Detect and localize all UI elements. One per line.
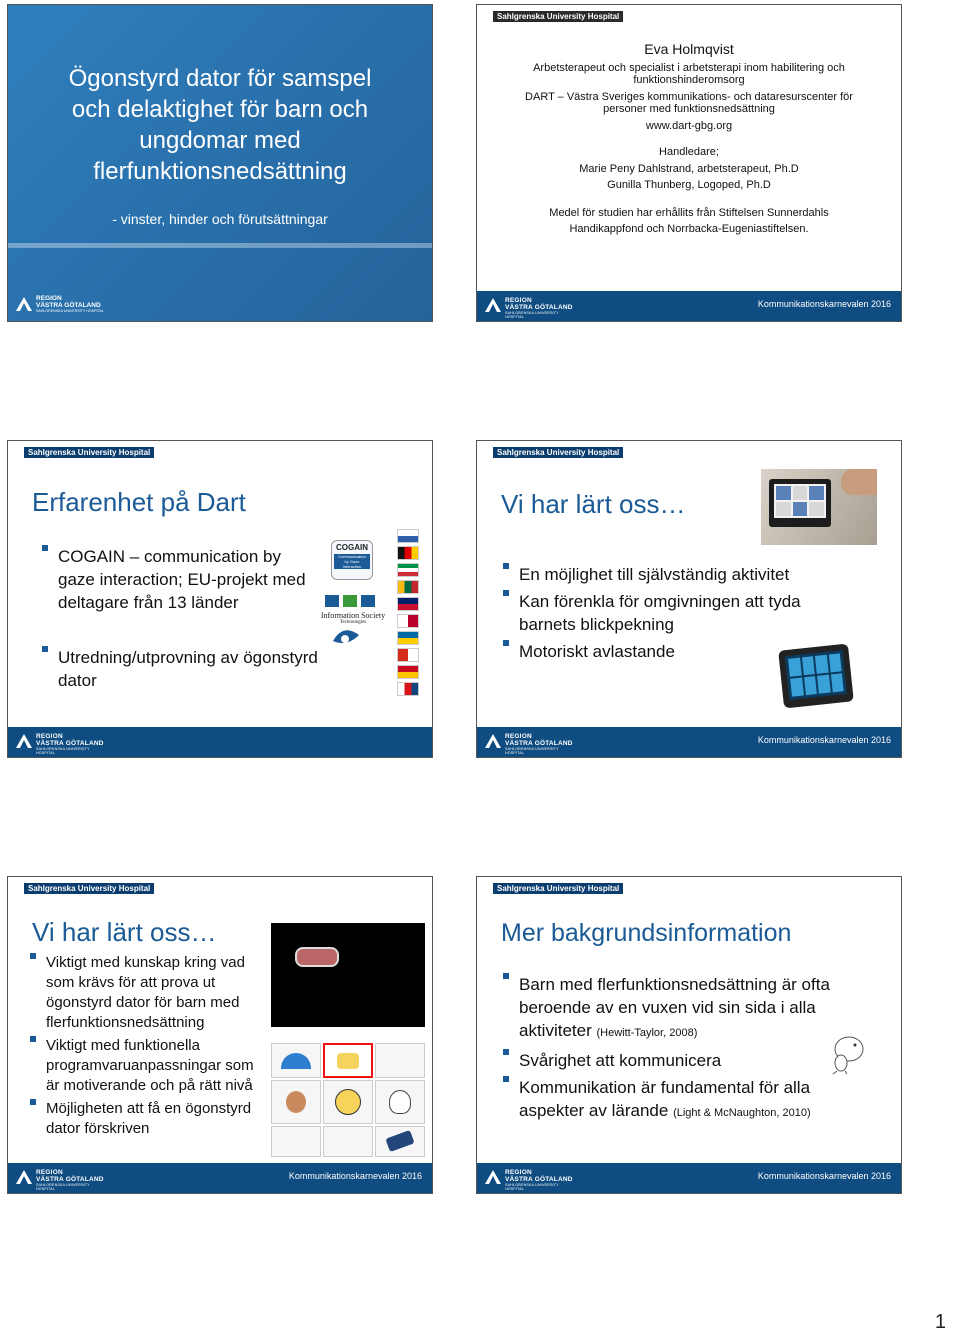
- list-item: [501, 1076, 861, 1125]
- screen-tile: [776, 486, 791, 500]
- region-logo-icon: [485, 734, 501, 748]
- slide-title: Vi har lärt oss…: [32, 917, 217, 947]
- slide-title: Mer bakgrundsinformation: [501, 919, 792, 947]
- hand-shape: [841, 469, 877, 495]
- list-item: Motoriskt avlastande: [501, 640, 841, 663]
- logo-text: REGION: [36, 295, 62, 302]
- list-item-text: Barn med flerfunktionsnedsättning är ofta beroende av en vuxen vid sin sida i alla aktiviteter: [519, 975, 830, 1040]
- region-logo-icon: [16, 297, 32, 311]
- flag-icon: [397, 580, 419, 594]
- list-item: [501, 1049, 861, 1072]
- flag-icon: [397, 529, 419, 543]
- tablet-device-photo: [778, 644, 854, 709]
- tablet-screen: [785, 650, 847, 700]
- screen-tile: [793, 486, 808, 500]
- speech-symbol-icon: [337, 1053, 359, 1069]
- slide-title: Vi har lärt oss…: [501, 489, 686, 519]
- symbol-cell[interactable]: [271, 1080, 321, 1123]
- slide-6: [476, 876, 902, 1194]
- text-line: Arbetsterapeut och specialist i arbetsterapi inom habilitering och: [533, 62, 845, 74]
- slide-title: Erfarenhet på Dart: [32, 487, 246, 517]
- bullet-list: [501, 973, 861, 1125]
- arrow-symbol-icon: [281, 1053, 311, 1069]
- screen-tile: [804, 676, 817, 695]
- symbol-cell[interactable]: [271, 1043, 321, 1078]
- symbol-cell[interactable]: [375, 1080, 425, 1123]
- flag-icon: [397, 682, 419, 696]
- screen-tile: [793, 502, 808, 516]
- slide-footer: [477, 291, 901, 321]
- slide-2: [476, 4, 902, 322]
- character-illustration-icon: [825, 1029, 869, 1075]
- ist-label: Information Society: [320, 611, 386, 620]
- region-logo-icon: [16, 734, 32, 748]
- list-item: Möjligheten att få en ögonstyrd dator förskriven: [28, 1099, 268, 1139]
- text-line: funktionshinderomsorg: [633, 74, 745, 86]
- logo-text: SAHLGRENSKA UNIVERSITY HOSPITAL: [505, 747, 559, 755]
- logo-text: VÄSTRA GÖTALAND: [36, 740, 104, 747]
- slide-footer: [477, 727, 901, 757]
- bullet-list: [501, 563, 841, 663]
- citation: (Light & McNaughton, 2010): [673, 1107, 811, 1119]
- screen-tile: [776, 502, 791, 516]
- region-logo: [485, 732, 575, 755]
- footer-text: Kommunikationskarnevalen 2016: [757, 1171, 891, 1181]
- cogain-subtitle-line: by Gaze: [344, 559, 360, 564]
- symbol-cell[interactable]: [271, 1126, 321, 1157]
- slide-footer: [8, 727, 432, 757]
- monitor-shape: [769, 479, 831, 527]
- footer-text: Kommunikationskarnevalen 2016: [288, 1171, 422, 1181]
- region-logo-icon: [485, 1170, 501, 1184]
- screen-tile: [815, 655, 828, 674]
- horn-symbol-icon: [385, 1130, 414, 1152]
- chicken-symbol-icon: [389, 1090, 411, 1114]
- flag-icon: [397, 597, 419, 611]
- list-item-text: Svårighet att kommunicera: [519, 1051, 722, 1070]
- logo-text: VÄSTRA GÖTALAND: [505, 304, 573, 311]
- logo-text: REGION: [36, 1169, 63, 1176]
- country-flags: [397, 529, 419, 699]
- list-item: En möjlighet till självständig aktivitet: [501, 563, 841, 586]
- logo-text: VÄSTRA GÖTALAND: [36, 302, 101, 309]
- flag-icon: [397, 665, 419, 679]
- flag-icon: [397, 546, 419, 560]
- region-logo: [16, 295, 116, 315]
- flag-icon: [397, 648, 419, 662]
- slide-1: [7, 4, 433, 322]
- eye-tracker-photo: [761, 469, 877, 545]
- screen-tile: [828, 653, 841, 672]
- list-item: [501, 973, 861, 1045]
- logo-text: SAHLGRENSKA UNIVERSITY HOSPITAL: [36, 309, 104, 313]
- logo-text: SAHLGRENSKA UNIVERSITY HOSPITAL: [505, 1183, 559, 1191]
- text-line: DART – Västra Sveriges kommunikations- och dataresurscenter för: [525, 91, 853, 103]
- region-logo: [485, 296, 575, 319]
- slide-5: [7, 876, 433, 1194]
- symbol-cell[interactable]: [375, 1043, 425, 1078]
- title-line: ungdomar med: [139, 127, 301, 154]
- slide-footer: [8, 1163, 432, 1193]
- slide-1-title: [8, 63, 432, 187]
- symbol-cell[interactable]: [323, 1080, 373, 1123]
- region-logo-icon: [485, 298, 501, 312]
- text-line: Gunilla Thunberg, Logoped, Ph.D: [607, 179, 771, 191]
- region-logo: [16, 732, 106, 755]
- region-logo-icon: [16, 1170, 32, 1184]
- hospital-header: Sahlgrenska University Hospital: [493, 11, 623, 22]
- title-line: Ögonstyrd dator för samspel: [68, 65, 372, 92]
- logo-text: VÄSTRA GÖTALAND: [36, 1176, 104, 1183]
- flag-icon: [397, 563, 419, 577]
- game-object: [295, 947, 339, 967]
- logo-text: REGION: [505, 1169, 532, 1176]
- screen-tile: [788, 658, 801, 677]
- slide-2-body: [497, 41, 881, 235]
- list-item: Viktigt med funktionella programvaruanpassningar som är motiverande och på rätt nivå: [28, 1036, 268, 1096]
- slide-1-subtitle: - vinster, hinder och förutsättningar: [112, 211, 328, 227]
- bullet-list: [40, 545, 320, 692]
- text-line: personer med funktionsnedsättning: [603, 103, 775, 115]
- cogain-subtitle: [334, 554, 370, 569]
- screen-tile: [817, 675, 830, 694]
- symbol-cell[interactable]: [323, 1043, 373, 1078]
- logo-text: VÄSTRA GÖTALAND: [505, 740, 573, 747]
- logo-text: REGION: [505, 297, 532, 304]
- logo-text: SAHLGRENSKA UNIVERSITY HOSPITAL: [36, 1183, 90, 1191]
- screen-tile: [809, 502, 824, 516]
- list-item: Kan förenkla för omgivningen att tyda barnets blickpekning: [501, 590, 841, 636]
- slide-3: [7, 440, 433, 758]
- cogain-title: COGAIN: [336, 543, 368, 552]
- text-line: Handikappfond och Norrbacka-Eugeniastiftelsen.: [569, 223, 809, 235]
- hospital-header: Sahlgrenska University Hospital: [24, 883, 154, 894]
- face-symbol-icon: [286, 1091, 306, 1113]
- screen-tile: [790, 678, 803, 697]
- logo-text: SAHLGRENSKA UNIVERSITY HOSPITAL: [36, 747, 90, 755]
- citation: (Hewitt-Taylor, 2008): [596, 1027, 698, 1039]
- title-line: flerfunktionsnedsättning: [93, 158, 347, 185]
- slide-4: [476, 440, 902, 758]
- ist-logo: [315, 593, 391, 653]
- screen-tile: [830, 673, 843, 692]
- screen-tile: [801, 656, 814, 675]
- cogain-subtitle-line: Interaction: [342, 564, 362, 569]
- logo-text: VÄSTRA GÖTALAND: [505, 1176, 573, 1183]
- text-line: Marie Peny Dahlstrand, arbetsterapeut, Ph.D: [579, 163, 799, 175]
- hospital-header: Sahlgrenska University Hospital: [493, 447, 623, 458]
- logo-text: REGION: [505, 733, 532, 740]
- list-item-text: Kommunikation är fundamental för alla aspekter av lärande: [519, 1078, 811, 1120]
- author-name: Eva Holmqvist: [644, 41, 734, 57]
- page-number: 1: [934, 1311, 946, 1333]
- smiley-symbol-icon: [335, 1089, 361, 1115]
- hospital-header: Sahlgrenska University Hospital: [24, 447, 154, 458]
- region-logo: [16, 1168, 106, 1191]
- symbol-cell[interactable]: [323, 1126, 373, 1157]
- list-item: COGAIN – communication by gaze interaction; EU-projekt med deltagare från 13 länder: [40, 545, 320, 614]
- decor-stripe: [8, 243, 432, 248]
- symbol-grid: [271, 1043, 425, 1157]
- flag-icon: [397, 631, 419, 645]
- list-item: Utredning/utprovning av ögonstyrd dator: [40, 646, 320, 692]
- cogain-logo: [331, 540, 373, 580]
- bullet-list: [28, 953, 268, 1139]
- screen-tile: [809, 486, 824, 500]
- text-line: Handledare;: [659, 146, 719, 158]
- hospital-header: Sahlgrenska University Hospital: [493, 883, 623, 894]
- slide-footer: [477, 1163, 901, 1193]
- logo-text: SAHLGRENSKA UNIVERSITY HOSPITAL: [505, 311, 559, 319]
- cogain-subtitle-line: Communication: [338, 554, 366, 559]
- website-link[interactable]: www.dart-gbg.org: [645, 120, 733, 132]
- logo-text: REGION: [36, 733, 63, 740]
- flag-icon: [397, 614, 419, 628]
- list-item: Viktigt med kunskap kring vad som krävs för att prova ut ögonstyrd dator för barn med flerfunktionsnedsättning: [28, 953, 268, 1033]
- text-line: Medel för studien har erhållits från Stiftelsen Sunnerdahls: [549, 207, 829, 219]
- symbol-cell[interactable]: [375, 1126, 425, 1157]
- footer-text: Kommunikationskarnevalen 2016: [757, 299, 891, 309]
- ist-sublabel: Technologies: [339, 620, 367, 625]
- footer-text: Kommunikationskarnevalen 2016: [757, 735, 891, 745]
- title-line: och delaktighet för barn och: [71, 96, 369, 123]
- region-logo: [485, 1168, 575, 1191]
- game-screenshot: [271, 923, 425, 1027]
- monitor-screen: [774, 484, 826, 518]
